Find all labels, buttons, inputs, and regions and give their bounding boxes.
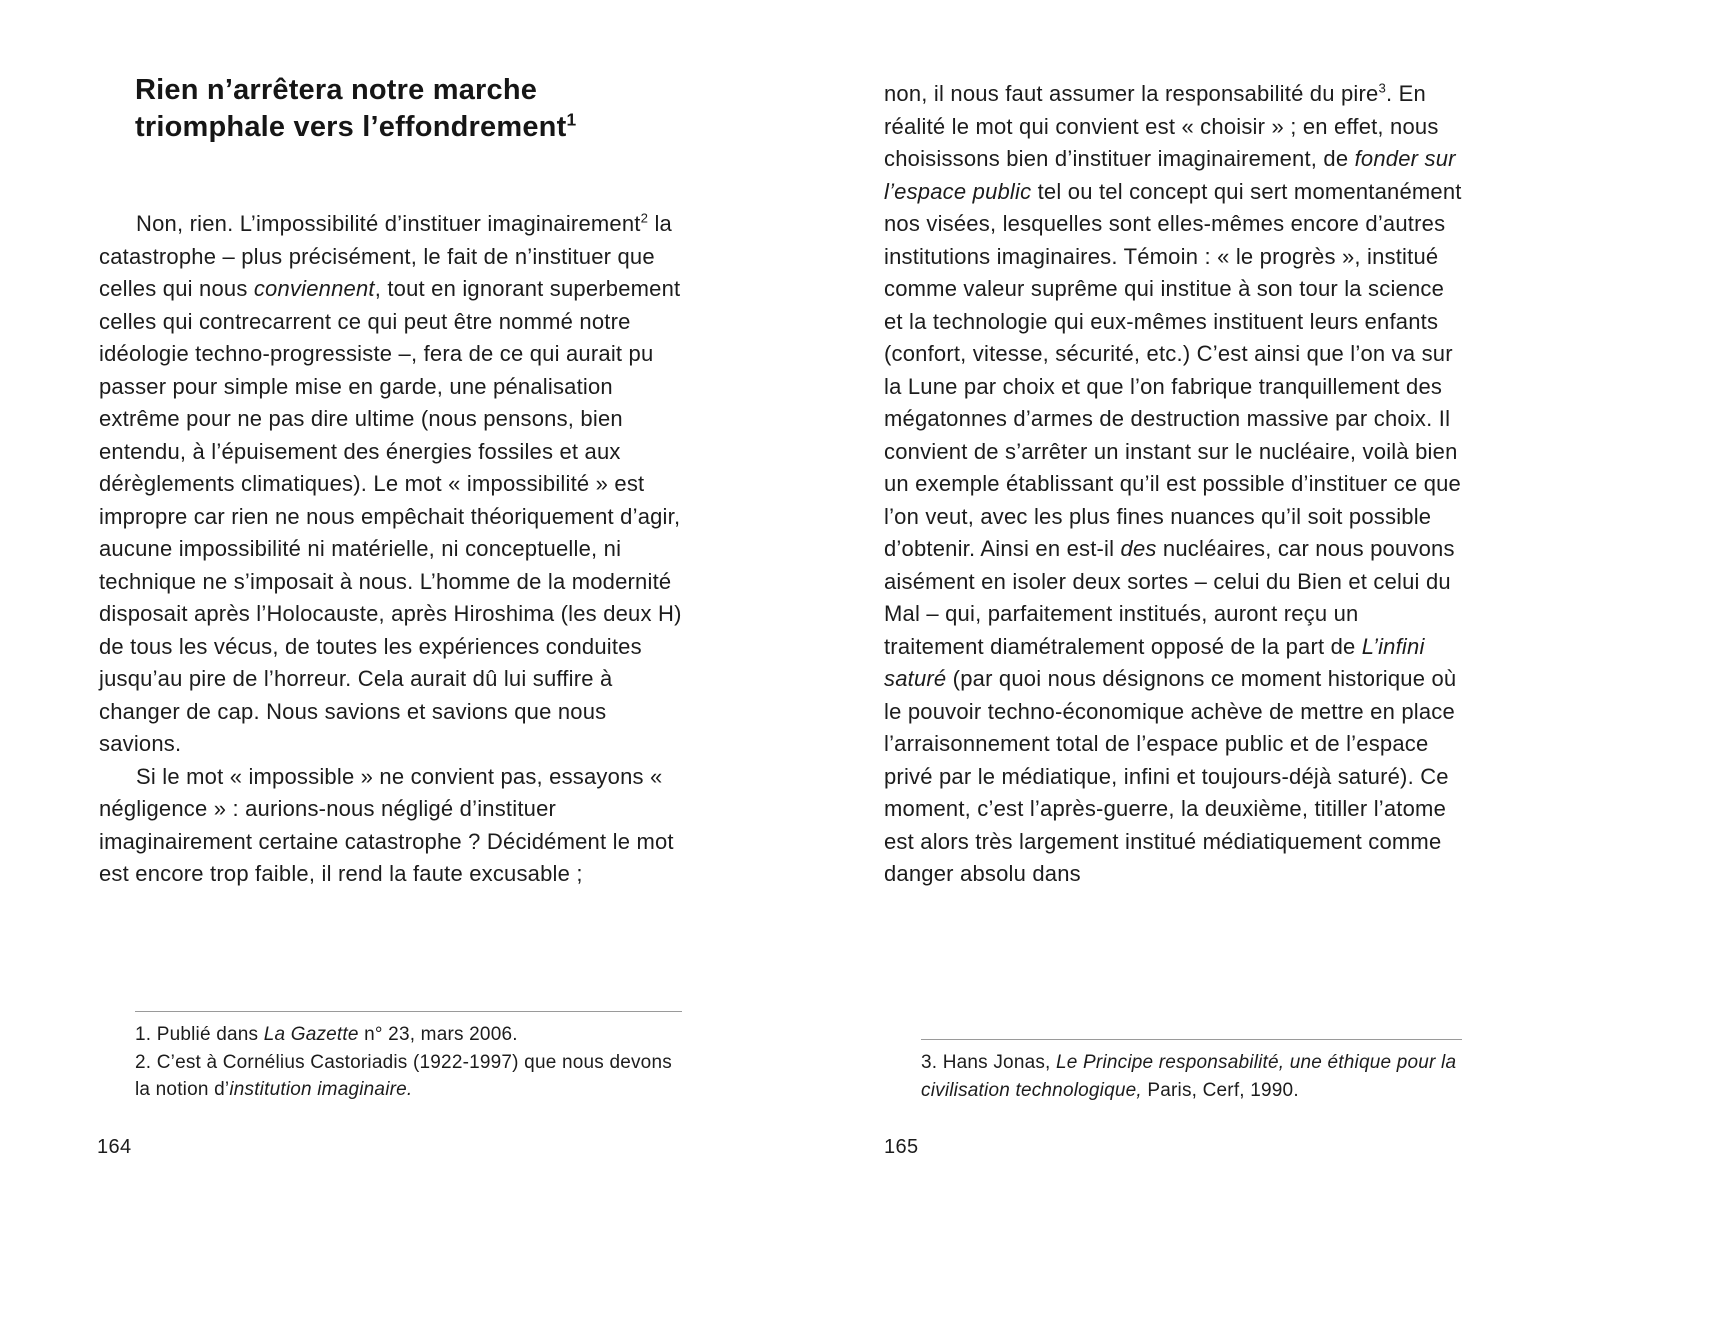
footnote: 1. Publié dans La Gazette n° 23, mars 2006. (135, 1024, 518, 1045)
paragraph: non, il nous faut assumer la responsabilité du pire$^3$. En réalité le mot qui convient est « choisir » ; en effet, nous choisissons bien d’instituer imaginairement, de fonder sur l’espace public tel ou tel concept qui sert momentanément nos visées, lesquelles sont elles-mêmes encore d’autres institutions imaginaires. Témoin : « le progrès », institué comme valeur suprême qui institue à son tour la science et la technologie qui eux-mêmes instituent leurs enfants (confort, vitesse, sécurité, etc.) C’est ainsi que l’on va sur la Lune par choix et que l’on fabrique tranquillement des mégatonnes d’armes de destruction massive par choix. Il convient de s’arrêter un instant sur le nucléaire, voilà bien un exemple établissant qu’il est possible d’instituer ce que l’on veut, avec les plus fines nuances qu’il soit possible d’obtenir. Ainsi en est-il des nucléaires, car nous pouvons aisément en isoler deux sortes – celui du Bien et celui du Mal – qui, parfaitement institués, auront reçu un traitement diamétralement opposé de la part de L’infini saturé (par quoi nous désignons ce moment historique où le pouvoir techno-économique achève de mettre en place l’arraisonnement total de l’espace public et de l’espace privé par le médiatique, infini et toujours-déjà saturé). Ce moment, c’est l’après-guerre, la deuxième, titiller l’atome est alors très largement institué médiatiquement comme danger absolu dans (884, 80, 1462, 886)
footnote: 2. C’est à Cornélius Castoriadis (1922-1997) que nous devons la notion d’institution imaginaire. (135, 1051, 672, 1100)
page-number: 164 (97, 1136, 132, 1158)
left-page-body (99, 208, 683, 891)
chapter-title: Rien n’arrêtera notre marche triomphale vers l’effondrement$^1$ (135, 74, 577, 143)
paragraph: Non, rien. L’impossibilité d’instituer imaginairement$^2$ la catastrophe – plus précisément, le fait de n’instituer que celles qui nous conviennent, tout en ignorant superbement celles qui contrecarrent ce qui peut être nommé notre idéologie techno-progressiste –, fera de ce qui aurait pu passer pour simple mise en garde, une pénalisation extrême pour ne pas dire ultime (nous pensons, bien entendu, à l’épuisement des énergies fossiles et aux dérèglements climatiques). Le mot « impossibilité » est impropre car rien ne nous empêchait théoriquement d’agir, aucune impossibilité ni matérielle, ni conceptuelle, ni technique ne s’imposait à nous. L’homme de la modernité disposait après l’Holocauste, après Hiroshima (les deux H) de tous les vécus, de toutes les expériences conduites jusqu’au pire de l’horreur. Cela aurait dû lui suffire à changer de cap. Nous savions et savions que nous savions. (99, 210, 682, 756)
right-footnotes (921, 1039, 1462, 1104)
left-footnotes (135, 1011, 682, 1104)
footnote: 3. Hans Jonas, Le Principe responsabilité, une éthique pour la civilisation technologique, Paris, Cerf, 1990. (921, 1052, 1457, 1101)
page-number: 165 (884, 1136, 919, 1158)
paragraph: Si le mot « impossible » ne convient pas, essayons « négligence » : aurions-nous négligé d’instituer imaginairement certaine catastrophe ? Décidément le mot est encore trop faible, il rend la faute excusable ; (99, 763, 674, 886)
right-page-body (884, 78, 1464, 891)
